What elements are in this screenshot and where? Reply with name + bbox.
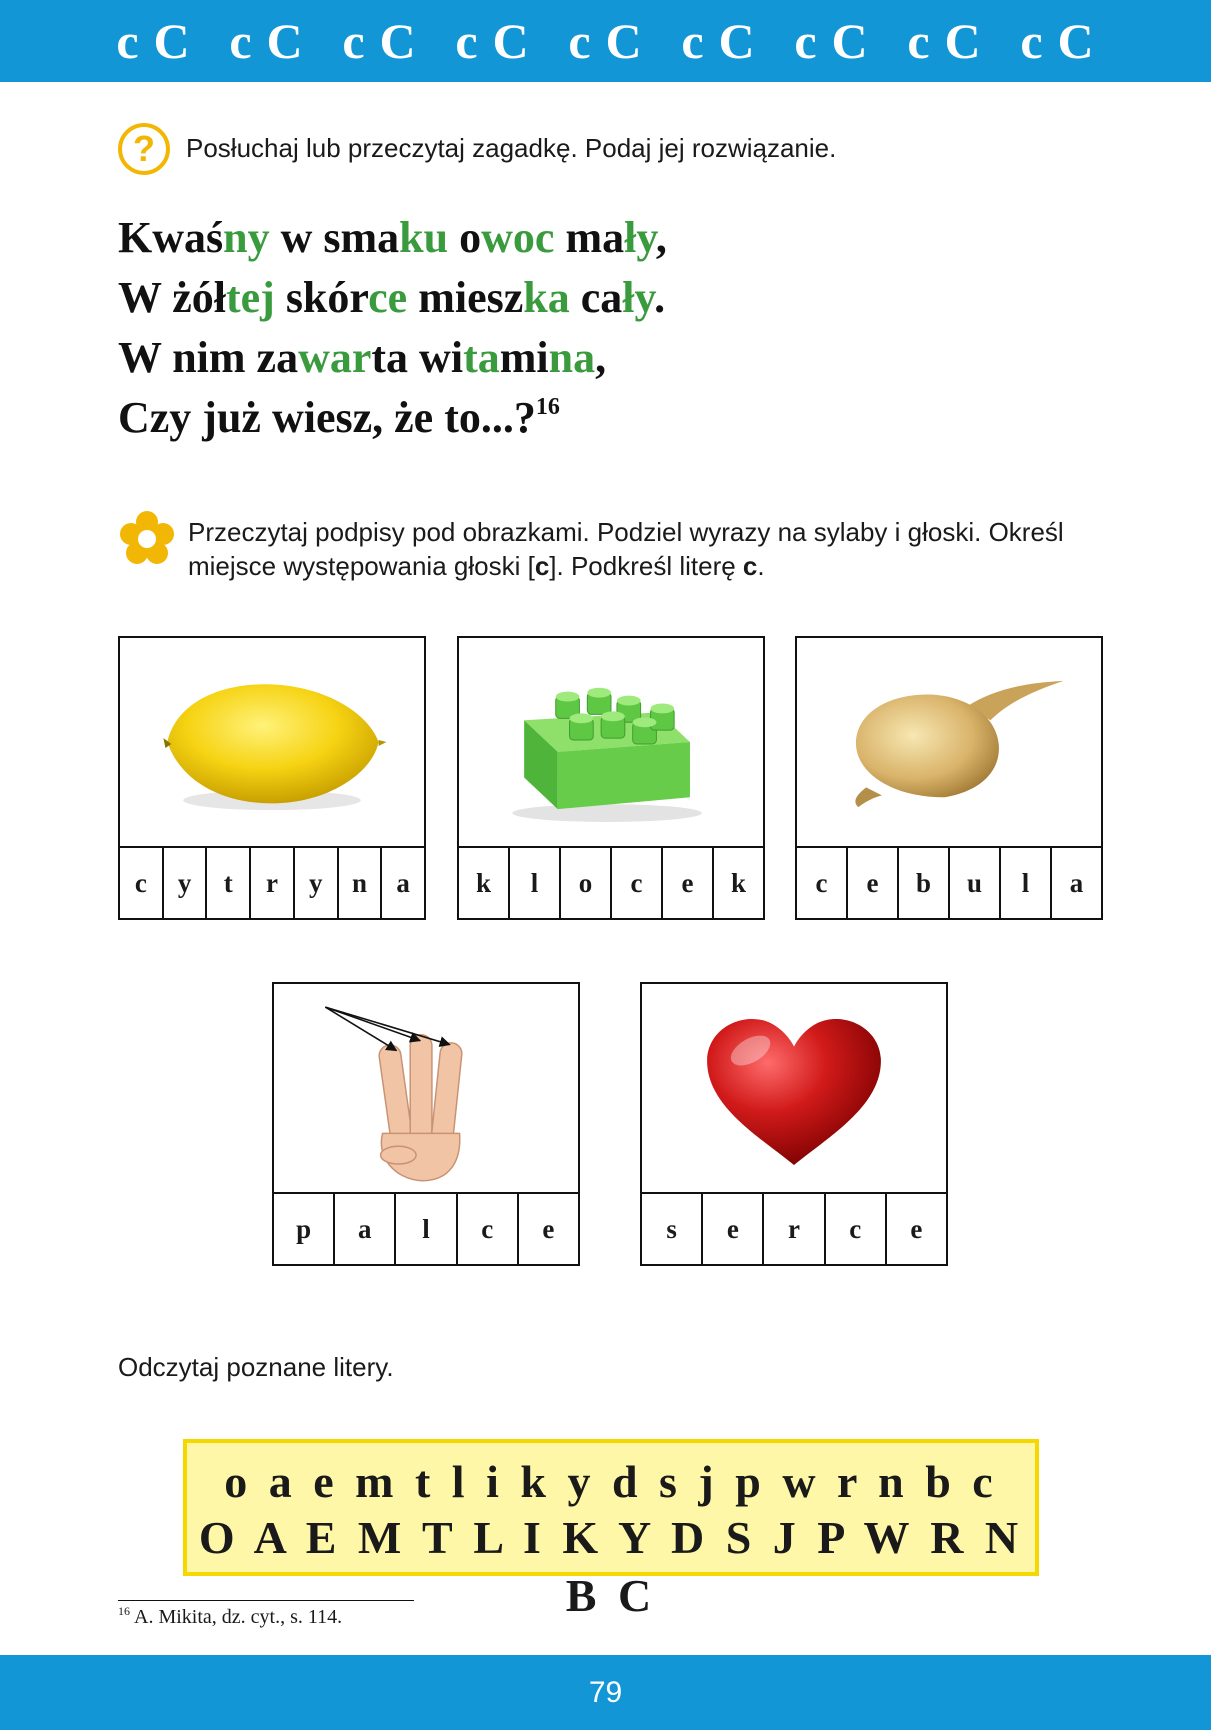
banner-lowercase: c xyxy=(681,13,705,69)
riddle-text: Kwaś xyxy=(118,213,224,262)
task2-text xyxy=(188,515,1064,583)
card-block xyxy=(457,636,765,920)
heart-icon xyxy=(642,984,946,1195)
highlighted-syllable: woc xyxy=(481,213,555,262)
letter-cell[interactable]: c xyxy=(456,1194,517,1264)
letter-cells xyxy=(642,1192,946,1264)
task2-text-part: miejsce występowania głoski [ xyxy=(188,551,535,581)
banner-uppercase: C xyxy=(944,13,982,69)
flower-icon xyxy=(118,509,176,567)
letter-cell[interactable]: a xyxy=(333,1194,394,1264)
letter-cells xyxy=(459,846,763,918)
highlighted-syllable: war xyxy=(298,333,372,382)
riddle-text: W żół xyxy=(118,273,226,322)
bottom-banner xyxy=(0,1655,1211,1730)
riddle-text: o xyxy=(448,213,482,262)
footnote xyxy=(118,1606,342,1629)
toy-block-icon xyxy=(459,638,763,849)
letter-cell[interactable]: c xyxy=(824,1194,885,1264)
highlighted-syllable: ły xyxy=(622,273,655,322)
letter-cell[interactable]: y xyxy=(162,848,206,918)
phoneme-c: c xyxy=(534,551,550,581)
banner-pair xyxy=(888,12,1001,70)
highlighted-syllable: ku xyxy=(399,213,449,262)
highlighted-syllable: ce xyxy=(368,273,408,322)
footnote-rule xyxy=(118,1600,414,1601)
banner-uppercase: C xyxy=(605,13,643,69)
riddle-line xyxy=(118,268,667,328)
letter-c: c xyxy=(742,551,758,581)
letter-cell[interactable]: c xyxy=(134,867,147,898)
riddle-text: Czy już wiesz, że to...? xyxy=(118,393,536,442)
riddle-text: ca xyxy=(569,273,623,322)
banner-pair xyxy=(662,12,775,70)
letter-cells xyxy=(120,846,424,918)
letter-cell[interactable]: s xyxy=(666,1213,677,1244)
banner-pair xyxy=(436,12,549,70)
banner-lowercase: c xyxy=(342,13,366,69)
highlighted-syllable: na xyxy=(548,333,596,382)
banner-uppercase: C xyxy=(1057,13,1095,69)
letter-cell[interactable]: e xyxy=(885,1194,946,1264)
highlighted-syllable: ny xyxy=(223,213,270,262)
top-banner xyxy=(0,0,1211,82)
letter-cell[interactable]: k xyxy=(712,848,763,918)
task2-line2 xyxy=(188,549,1064,583)
letter-cell[interactable]: l xyxy=(999,848,1050,918)
riddle-text: ma xyxy=(554,213,625,262)
highlighted-syllable: ka xyxy=(523,273,570,322)
read-letters-instruction: Odczytaj poznane litery. xyxy=(118,1352,394,1382)
card-fingers xyxy=(272,982,580,1266)
letter-cell[interactable]: a xyxy=(380,848,424,918)
letter-cell[interactable]: e xyxy=(846,848,897,918)
letter-cells xyxy=(797,846,1101,918)
letter-cell[interactable]: n xyxy=(337,848,381,918)
letter-cell[interactable]: k xyxy=(475,867,492,898)
task1-text: Posłuchaj lub przeczytaj zagadkę. Podaj jej rozwiązanie. xyxy=(186,133,837,163)
riddle-text: . xyxy=(654,273,666,322)
task2-text-part: . xyxy=(757,551,765,581)
highlighted-syllable: ły xyxy=(624,213,656,262)
letter-cell[interactable]: c xyxy=(815,867,828,898)
banner-lowercase: c xyxy=(794,13,818,69)
letter-cell[interactable]: r xyxy=(249,848,293,918)
letter-cell[interactable]: e xyxy=(661,848,712,918)
letter-cell[interactable]: p xyxy=(296,1213,312,1244)
banner-pair xyxy=(210,12,323,70)
card-lemon xyxy=(118,636,426,920)
task1-instruction xyxy=(118,128,837,175)
banner-pair xyxy=(549,12,662,70)
banner-lowercase: c xyxy=(1020,13,1044,69)
lowercase-letters: o a e m t l i k y d s j p w r n b c xyxy=(224,1456,998,1507)
banner-lowercase: c xyxy=(568,13,592,69)
riddle-line xyxy=(118,388,667,448)
page-number: 79 xyxy=(588,1675,623,1709)
banner-lowercase: c xyxy=(116,13,140,69)
banner-uppercase: C xyxy=(379,13,417,69)
banner-uppercase: C xyxy=(492,13,530,69)
letter-cell[interactable]: e xyxy=(517,1194,578,1264)
riddle-text: ta wi xyxy=(371,333,464,382)
letter-cell[interactable]: l xyxy=(394,1194,455,1264)
banner-lowercase: c xyxy=(229,13,253,69)
riddle-line xyxy=(118,208,667,268)
riddle xyxy=(118,208,667,448)
task2-text-part: ]. Podkreśl literę xyxy=(549,551,743,581)
highlighted-syllable: tej xyxy=(225,273,275,322)
banner-pair xyxy=(775,12,888,70)
footnote-reference: 16 xyxy=(535,394,560,420)
task2-line1: Przeczytaj podpisy pod obrazkami. Podziel wyrazy na sylaby i głoski. Określ xyxy=(188,517,1064,547)
footnote-number: 16 xyxy=(118,1604,130,1618)
banner-pair xyxy=(1001,12,1114,70)
letter-cell[interactable]: r xyxy=(762,1194,823,1264)
riddle-text: mi xyxy=(499,333,549,382)
riddle-text: , xyxy=(655,213,667,262)
banner-uppercase: C xyxy=(153,13,191,69)
banner-uppercase: C xyxy=(718,13,756,69)
letter-cell[interactable]: e xyxy=(701,1194,762,1264)
riddle-text: skór xyxy=(274,273,369,322)
lemon-icon xyxy=(120,638,424,849)
riddle-line xyxy=(118,328,667,388)
banner-lowercase: c xyxy=(907,13,931,69)
letter-cell[interactable]: c xyxy=(610,848,661,918)
letter-cell[interactable]: l xyxy=(508,848,559,918)
riddle-text: w sma xyxy=(269,213,400,262)
letter-cells xyxy=(274,1192,578,1264)
letter-cell[interactable]: a xyxy=(1050,848,1101,918)
footnote-text: A. Mikita, dz. cyt., s. 114. xyxy=(134,1606,343,1628)
banner-letters xyxy=(97,12,1114,70)
onion-icon xyxy=(797,638,1101,849)
banner-pair xyxy=(97,12,210,70)
riddle-text: miesz xyxy=(407,273,524,322)
riddle-text: W nim za xyxy=(118,333,299,382)
banner-lowercase: c xyxy=(455,13,479,69)
card-heart xyxy=(640,982,948,1266)
uppercase-letters: O A E M T L I K Y D S J P W R N B C xyxy=(198,1512,1024,1621)
letter-cell[interactable]: b xyxy=(897,848,948,918)
fingers-icon xyxy=(274,984,578,1195)
banner-uppercase: C xyxy=(831,13,869,69)
banner-pair xyxy=(323,12,436,70)
card-onion xyxy=(795,636,1103,920)
letter-cell[interactable]: o xyxy=(559,848,610,918)
riddle-text: , xyxy=(595,333,607,382)
letter-cell[interactable]: u xyxy=(948,848,999,918)
question-mark-icon: ? xyxy=(118,123,170,175)
banner-uppercase: C xyxy=(266,13,304,69)
highlighted-syllable: ta xyxy=(463,333,500,382)
letter-cell[interactable]: y xyxy=(293,848,337,918)
task2-instruction xyxy=(118,515,1064,583)
letter-cell[interactable]: t xyxy=(205,848,249,918)
